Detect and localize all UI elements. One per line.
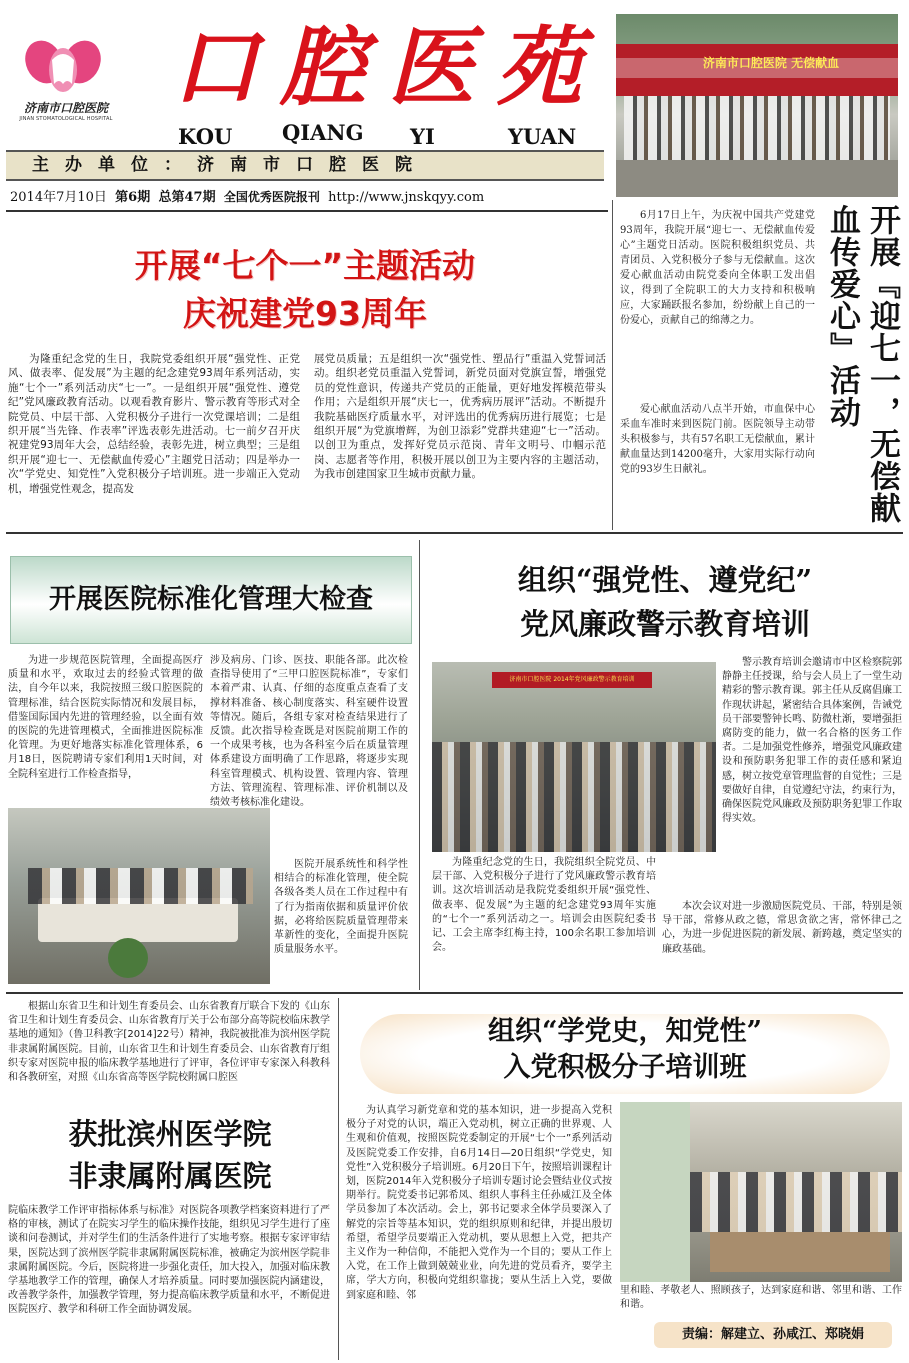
lead-article-col1: 为隆重纪念党的生日，我院党委组织开展“强党性、正党风、做表率、促发展”为主题的纪念建党93周年系列活动，实施“七个一”系列活动庆“七一”。一是组织开展“强党性、遵党纪”党风廉政教育活动。以观看教育影片、警示教育等形式对全院党员、中层干部、入党积极分子进行一次党课培训；二是组织开展“当先锋、作表率”评选表彰先进活动。七一前夕召开庆祝建党93周年大会，总结经验，表彰先进，树立典型；三是组织开展“迎七一、无偿献血传爱心”主题党日活动；四是举办一次“学党史、知党性”入党积极分子培训班。进一步端正入党动机，增强党性观念，提高发: [8, 353, 300, 495]
blood-donation-photo: [616, 14, 898, 197]
issue-number: 第6期: [115, 190, 151, 205]
hospital-logo: [22, 34, 104, 98]
training-right-col: 警示教育培训会邀请市中区检察院郭静静主任授课，给与会人员上了一堂生动精彩的警示教育课。郭主任从反腐倡廉工作现状讲起，紧密结合具体案例，告诫党员干部要警钟长鸣、防微杜渐，要增强拒腐防变的能力，做一名合格的医务工作者。二是加强党性修养，增强党风廉政建设和预防职务犯罪工作的责任感和紧迫感，树立按党章管理监督的自觉性；三是要做好自律，自觉遵纪守法，约束行为，确保医院党风廉政及预防职务犯罪工作取得实效。: [722, 657, 902, 825]
binzhou-title-line1: 获批滨州医学院: [68, 1117, 272, 1151]
section-divider-1: [6, 532, 903, 534]
blood-article-title: 开展『迎七一，无偿献血传爱心』活动: [824, 204, 900, 524]
pinyin-qiang: QIANG: [282, 120, 364, 145]
issue-tagline: 全国优秀医院报刊: [223, 190, 320, 204]
hospital-name-en: JINAN STOMATOLOGICAL HOSPITAL: [19, 116, 113, 122]
inspection-title-box: [10, 556, 412, 644]
top-column-divider: [612, 200, 613, 530]
inspection-col3: 医院开展系统性和科学性相结合的标准化管理，使全院各级各类人员在工作过程中有了行为指南依据和质量评价依据，必将给医院质量管理带来革新性的变化，全面提升医院质量服务水平。: [274, 859, 408, 956]
inspection-title: 开展医院标准化管理大检查: [49, 584, 373, 615]
history-text: 为认真学习新党章和党的基本知识，进一步提高入党积极分子对党的认识，端正入党动机，树立正确的世界观、人生观和价值观，按照医院党委制定的开展“七个一”系列活动及医院党委工作安排，自6月14日—20日组织“学党史，知党性”入党积极分子培训班。6月20日下午，按照培训课程计划，医院2014年入党积极分子培训专题讨论会暨结业仪式按期举行。院党委书记郭希凤、组织人事科主任孙威江及全体学员参加了本次活动。会上，郭书记要求全体学员要深入了解党的宗旨等基本知识，党的组织原则和纪律，并提出殷切希望，希望学员要端正入党动机，要从思想上入党，把共产主义作为一种信仰，不能把入党作为一个目的；要从工作上入党，在工作上做到兢兢业业，向先进的党员看齐，要学主席，学大方向，积极向党组织靠拢；要从生活上入党，要做到家庭和睦、邻: [346, 1105, 612, 1301]
editors-box: [654, 1322, 892, 1348]
sponsor-text: 主办单位：济南市口腔医院: [32, 155, 428, 175]
history-title-line2: 入党积极分子培训班: [503, 1052, 747, 1083]
lead-title-line2: 庆祝建党93周年: [183, 294, 427, 333]
hospital-url[interactable]: http://www.jnskqyy.com: [328, 190, 485, 205]
issue-total: 总第47期: [158, 190, 216, 205]
blood-article-para2: 爱心献血活动八点半开始，市血保中心采血车准时来到医院门前。医院领导主动带头积极参与，共有57名职工无偿献血，累计献血量达到14200毫升，大家用实际行动向党的93岁生日献礼。: [620, 404, 815, 475]
masthead: [0, 0, 612, 215]
sponsor-bar: [6, 150, 604, 181]
pinyin-yuan: YUAN: [508, 124, 577, 149]
history-title-line1: 组织“学党史，知党性”: [487, 1016, 763, 1047]
training-title-line1: 组织“强党性、遵党纪”: [517, 563, 813, 597]
training-right-col2: 本次会议对进一步激励医院党员、干部，特别是领导干部，常修从政之德，常思贪欲之害，常怀律己之心，为进一步促进医院的新发展、新跨越，奠定坚实的廉政基础。: [662, 901, 902, 955]
editors-credit: 责编：解建立、孙咸江、郑晓娟: [681, 1327, 864, 1342]
training-left-col: 为隆重纪念党的生日，我院组织全院党员、中层干部、入党积极分子进行了党风廉政警示教育培训。这次培训活动是我院党委组织开展“强党性、做表率、促发展”为主题的纪念建党93周年实施的“七个一”系列活动之一。培训会由医院纪委书记、工会主席李红梅主持，100余名职工参加培训会。: [432, 857, 656, 954]
bottom-column-divider: [338, 998, 339, 1360]
binzhou-para2: 院临床教学工作评审指标体系与标准》对医院各项教学档案资料进行了严格的审核，测试了在院实习学生的临床操作技能，组织见习学生进行了座谈和问卷测试，并对学生们的生活条件进行了实地考察。根据专家评审结果，医院达到了滨州医学院非隶属附属医院标准，被确定为滨州医学院非隶属附属医院。今后，医院将进一步强化责任，加大投入，加强对临床教学基地教学工作的管理，确保人才培养质量。同时要加强医院内涵建设，改善教学条件，加强教学管理，努力提高临床教学质量和水平，不断促进医院医疗、教学和科研工作全面协调发展。: [8, 1205, 330, 1316]
training-banner-text: 济南市口腔医院 2014年党风廉政警示教育培训: [509, 676, 635, 683]
blood-banner-text: 济南市口腔医院 无偿献血: [702, 56, 840, 70]
section-divider-2: [6, 992, 903, 994]
training-meeting-photo: [432, 662, 716, 852]
inspection-col2: 涉及病房、门诊、医技、职能各部。此次检查指导使用了“三甲口腔医院标准”，专家们本着严肃、认真、仔细的态度重点查看了支撑材料准备、核心制度落实、科室硬件设置等情况。随后，各组专家对检查结果进行了反馈。此次指导检查既是对医院前期工作的一个成果考核，也为各科室今后在质量管理体系建设方面明确了工作思路，将逐步实现科室管理模式、机构设置、管理内容、管理方法、管理流程、管理标准、评价机制以及绩效考核标准化建设。: [210, 655, 408, 809]
pinyin-kou: KOU: [178, 124, 233, 149]
issue-date: 2014年7月10日: [10, 190, 107, 205]
inspection-col1: 为进一步规范医院管理，全面提高医疗质量和水平，欢取过去的经验式管理的做法，自今年以来，我院按照三级口腔医院的管理标准，结合医院实际情况和发展目标，借鉴国际国内先进的管理经验，以全面有效的医院的先进管理模式，全面推进医院标准化管理。为更好地落实标准化管理体系，6月18日，医院聘请专家们利用1天时间，对全院科室进行工作检查指导，: [8, 655, 203, 780]
hospital-name: 济南市口腔医院: [23, 101, 108, 115]
inspection-meeting-photo: [8, 808, 270, 984]
lead-article-col2: 展党员质量；五是组织一次“强党性、塑品行”重温入党誓词活动。组织老党员重温入党誓词，新党员面对党旗宣誓，增强党员的党性意识，传递共产党员的正能量，更好地发挥模范带头作用；六是组织开展“庆七一，优秀病历展评”活动。不断提升我院基础医疗质量水平，对评选出的优秀病历进行展览；七是组织开展“为党旗增辉，为创卫添彩”党群共建迎“七一”活动。以创卫为重点，发挥好党员示范岗、青年文明号、巾帼示范岗、志愿者等作用，积极开展以创卫为主要内容的主题活动，为我市创建国家卫生城市贡献力量。: [314, 353, 606, 481]
newspaper-title: 口腔医苑: [172, 17, 604, 118]
binzhou-para1: 根据山东省卫生和计划生育委员会、山东省教育厅联合下发的《山东省卫生和计划生育委员会、山东省教育厅关于公布部分高等院校临床教学基地的通知》（鲁卫科教字[2014]22号）精神，我院被批准为滨州医学院非隶属附属医院。目前，山东省卫生和计划生育委员会、山东省教育厅组织专家对医院申报的临床教学基地进行了评审，各位评审专家深入科教科和各教研室，对照《山东省高等医学院校附属口腔医: [8, 1001, 330, 1084]
history-seminar-photo: [620, 1102, 902, 1282]
binzhou-title-line2: 非隶属附属医院: [68, 1159, 272, 1193]
middle-column-divider: [419, 540, 420, 990]
issue-line: [10, 186, 605, 206]
blood-article-para1: 6月17日上午，为庆祝中国共产党建党93周年，我院开展“迎七一、无偿献血传爱心”主题党日活动。医院积极组织党员、共青团员、入党积极分子参与无偿献血。这次爱心献血活动由院党委向全体职工发出倡议，得到了全院职工的大力支持和积极响应，大家踊跃报名参加，纷纷献上自己的一份爱心，贡献自己的绵薄之力。: [620, 210, 815, 326]
training-title-line2: 党风廉政警示教育培训: [519, 607, 810, 641]
history-caption: 里和睦、孝敬老人、照顾孩子，达到家庭和谐、邻里和谐、工作和谐。: [620, 1285, 902, 1311]
lead-title-line1: 开展“七个一”主题活动: [134, 246, 476, 285]
masthead-divider: [6, 210, 608, 212]
pinyin-yi: YI: [410, 124, 435, 149]
